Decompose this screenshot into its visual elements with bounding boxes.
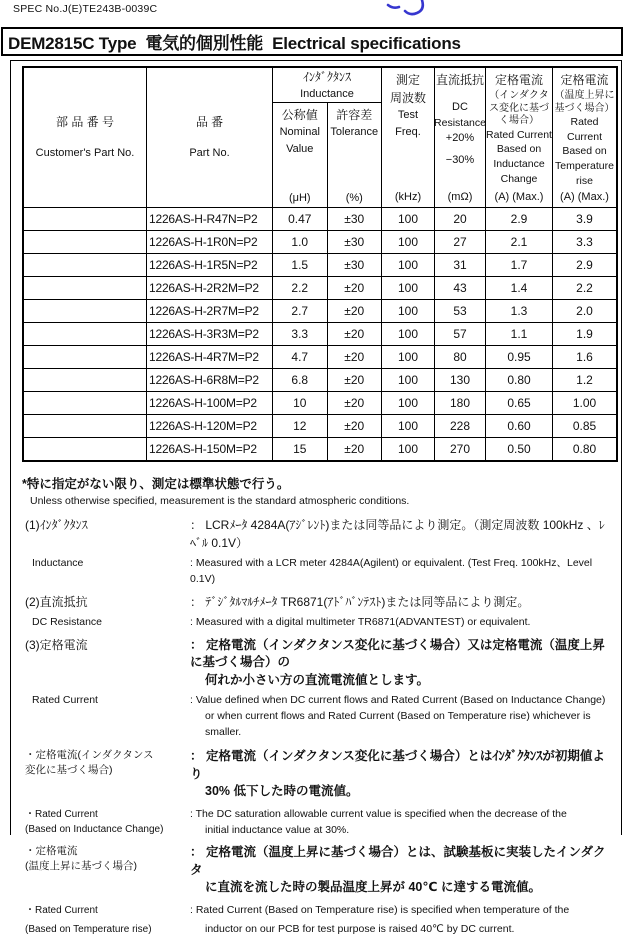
cell-test-freq: 100: [382, 254, 435, 277]
cell-tolerance: ±30: [327, 208, 382, 231]
rated2-unit: (A) (Max.): [560, 191, 609, 203]
bullet-rated-current-temperature-jp: [22, 844, 615, 897]
rated1-en4: Change: [500, 172, 538, 185]
bullet-3-label-2: (温度上昇に基づく場合): [25, 859, 137, 872]
bullet-4-label-2: (Based on Temperature rise): [25, 923, 152, 935]
cell-tolerance: ±20: [327, 392, 382, 415]
cell-nominal-value: 3.3: [273, 323, 328, 346]
notes-section: [22, 476, 615, 937]
cell-dc-resistance: 80: [435, 346, 486, 369]
cell-dc-resistance: 228: [435, 415, 486, 438]
rated2-en4: rise: [576, 174, 593, 187]
bullet-3-label-1: ・定格電流: [25, 845, 78, 858]
cell-customer-part-no: [23, 208, 147, 231]
test-freq-unit: (kHz): [394, 191, 422, 203]
bullet-1-text-1: ： 定格電流（インダクタンス変化に基づく場合）とはｲﾝﾀﾞｸﾀﾝｽが初期値より: [190, 749, 605, 781]
cell-dc-resistance: 130: [435, 369, 486, 392]
spec-table: [22, 66, 618, 462]
cell-tolerance: ±30: [327, 254, 382, 277]
note-standard-conditions: [22, 476, 615, 509]
part-no-en: Part No.: [189, 146, 230, 159]
cell-test-freq: 100: [382, 300, 435, 323]
cell-part-no: 1226AS-H-1R5N=P2: [147, 254, 273, 277]
note-3-jp-row: [22, 637, 615, 690]
bullet-1-label-2: 変化に基づく場合): [25, 763, 113, 776]
cell-rated-current-inductance: 0.80: [486, 369, 553, 392]
bullet-1-text-2: 30% 低下した時の電流値。: [205, 784, 359, 799]
table-row: [23, 438, 617, 462]
cell-rated-current-inductance: 1.3: [486, 300, 553, 323]
rated2-en1: Rated Current: [566, 116, 602, 143]
cell-tolerance: ±20: [327, 277, 382, 300]
cell-test-freq: 100: [382, 231, 435, 254]
page-title: DEM2815C Type 電気的個別性能 Electrical specifications: [8, 34, 461, 53]
col-header-dc-resistance: [435, 67, 486, 208]
cell-rated-current-inductance: 2.1: [486, 231, 553, 254]
table-row: [23, 254, 617, 277]
bullet-3-text-1: ： 定格電流（温度上昇に基づく場合）とは、試験基板に実装したインダクタ: [190, 845, 606, 877]
table-row: [23, 369, 617, 392]
test-freq-jp2: 周波数: [389, 91, 426, 105]
bullet-2-text-2: initial inductance value at 30%.: [205, 823, 350, 836]
note-2-text-en: : Measured with a digital multimeter TR6871(ADVANTEST) or equivalent.: [190, 615, 531, 628]
tolerance-en: Tolerance: [330, 126, 379, 138]
rated2-en2: Based on: [562, 145, 607, 158]
nominal-unit: (μH): [288, 192, 311, 204]
cell-tolerance: ±20: [327, 438, 382, 462]
title-bar: [1, 27, 623, 56]
cell-rated-current-temperature: 1.2: [553, 369, 618, 392]
customer-part-no-en: Customer's Part No.: [35, 146, 135, 159]
note-3-text-jp1: ： 定格電流（インダクタンス変化に基づく場合）又は定格電流（温度上昇に基づく場合）の: [190, 637, 605, 670]
cell-part-no: 1226AS-H-150M=P2: [147, 438, 273, 462]
cell-rated-current-inductance: 1.4: [486, 277, 553, 300]
dcr-jp: 直流抵抗: [435, 73, 484, 87]
cell-rated-current-temperature: 3.3: [553, 231, 618, 254]
rated1-en3: Inductance: [493, 157, 545, 170]
nominal-jp: 公称値: [281, 108, 318, 122]
cell-rated-current-inductance: 0.95: [486, 346, 553, 369]
rated2-jp: 定格電流: [560, 73, 609, 87]
col-header-rated-current-temperature: [553, 67, 618, 208]
cell-nominal-value: 15: [273, 438, 328, 462]
col-header-rated-current-inductance: [486, 67, 553, 208]
customer-part-no-jp: 部 品 番 号: [55, 114, 114, 129]
cell-dc-resistance: 31: [435, 254, 486, 277]
note-1-label-jp: (1)ｲﾝﾀﾞｸﾀﾝｽ: [25, 518, 88, 533]
note-2-jp-row: [22, 594, 615, 611]
logo-mark-icon: [386, 0, 432, 18]
cell-rated-current-temperature: 0.80: [553, 438, 618, 462]
cell-customer-part-no: [23, 300, 147, 323]
test-freq-jp1: 測定: [395, 73, 420, 87]
cell-part-no: 1226AS-H-6R8M=P2: [147, 369, 273, 392]
rated1-jp: 定格電流: [494, 73, 543, 87]
table-row: [23, 300, 617, 323]
cell-test-freq: 100: [382, 346, 435, 369]
cell-dc-resistance: 180: [435, 392, 486, 415]
note-1-text-jp: ： LCRﾒｰﾀ 4284A(ｱｼﾞﾚﾝﾄ)または同等品により測定。（測定周波数 100kHz 、ﾚﾍﾞﾙ 0.1V）: [190, 518, 605, 550]
cell-test-freq: 100: [382, 369, 435, 392]
dcr-en1: DC: [452, 101, 468, 113]
note-3-text-en1: : Value defined when DC current flows and Rated Current (Based on Inductance Change): [190, 694, 606, 707]
cell-rated-current-inductance: 0.60: [486, 415, 553, 438]
tolerance-jp: 許容差: [336, 108, 373, 122]
cell-customer-part-no: [23, 392, 147, 415]
cell-test-freq: 100: [382, 392, 435, 415]
cell-part-no: 1226AS-H-1R0N=P2: [147, 231, 273, 254]
cell-dc-resistance: 57: [435, 323, 486, 346]
rated2-jp2: （温度上昇に基づく場合）: [554, 90, 615, 114]
col-header-tolerance: [327, 103, 382, 208]
cell-rated-current-temperature: 3.9: [553, 208, 618, 231]
cell-nominal-value: 2.7: [273, 300, 328, 323]
cell-rated-current-temperature: 0.85: [553, 415, 618, 438]
cell-customer-part-no: [23, 254, 147, 277]
spec-number: SPEC No.J(E)TE243B-0039C: [13, 3, 158, 15]
table-row: [23, 277, 617, 300]
cell-test-freq: 100: [382, 438, 435, 462]
bullet-2-label-2: (Based on Inductance Change): [25, 823, 164, 835]
cell-dc-resistance: 20: [435, 208, 486, 231]
cell-part-no: 1226AS-H-4R7M=P2: [147, 346, 273, 369]
part-no-jp: 品 番: [195, 114, 224, 129]
cell-dc-resistance: 53: [435, 300, 486, 323]
col-header-test-freq: [382, 67, 435, 208]
note-2-text-jp: ： ﾃﾞｼﾞﾀﾙﾏﾙﾁﾒｰﾀ TR6871(ｱﾄﾞﾊﾞﾝﾃｽﾄ)または同等品により測定。: [190, 594, 530, 609]
cell-nominal-value: 1.5: [273, 254, 328, 277]
cell-rated-current-inductance: 1.7: [486, 254, 553, 277]
cell-customer-part-no: [23, 346, 147, 369]
bullet-3-text-2: に直流を流した時の製品温度上昇が 40℃ に達する電流値。: [205, 880, 541, 895]
inductance-en: Inductance: [300, 87, 354, 100]
bullet-2-text-1: : The DC saturation allowable current value is specified when the decrease of the: [190, 807, 567, 820]
test-freq-en1: Test: [397, 109, 419, 121]
bullet-1-label-1: ・定格電流(インダクタンス: [25, 749, 154, 762]
cell-test-freq: 100: [382, 208, 435, 231]
bullet-rated-current-inductance-en: [22, 807, 615, 839]
cell-customer-part-no: [23, 231, 147, 254]
note-standard-en: Unless otherwise specified, measurement is the standard atmospheric conditions.: [30, 494, 410, 507]
note-2-label-jp: (2)直流抵抗: [25, 594, 88, 609]
note-3-label-jp: (3)定格電流: [25, 637, 88, 652]
note-2-label-en: DC Resistance: [32, 615, 103, 628]
cell-rated-current-temperature: 1.6: [553, 346, 618, 369]
cell-nominal-value: 2.2: [273, 277, 328, 300]
cell-part-no: 1226AS-H-R47N=P2: [147, 208, 273, 231]
note-3-text-en2: or when current flows and Rated Current (Based on Temperature rise) whichever is smaller.: [205, 709, 591, 738]
bullet-4-text-2: inductor on our PCB for test purpose is raised 40℃ by DC current.: [205, 922, 515, 935]
cell-nominal-value: 4.7: [273, 346, 328, 369]
note-1-label-en: Inductance: [32, 557, 84, 570]
cell-rated-current-temperature: 2.2: [553, 277, 618, 300]
nominal-en1: Nominal: [279, 126, 320, 138]
cell-part-no: 1226AS-H-2R7M=P2: [147, 300, 273, 323]
note-3-label-en: Rated Current: [32, 694, 98, 707]
tolerance-unit: (%): [345, 192, 363, 204]
col-header-part-no: [147, 67, 273, 208]
note-3-text-jp2: 何れか小さい方の直流電流値とします。: [205, 672, 430, 687]
content-box: [10, 60, 622, 935]
rated1-unit: (A) (Max.): [494, 191, 544, 203]
nominal-en2: Value: [286, 142, 314, 155]
cell-nominal-value: 0.47: [273, 208, 328, 231]
col-header-customer-part-no: [23, 67, 147, 208]
col-header-inductance-group: [273, 67, 382, 103]
note-1-en-row: [22, 556, 615, 588]
dcr-en2: Resistance: [434, 116, 486, 129]
cell-part-no: 1226AS-H-100M=P2: [147, 392, 273, 415]
rated1-jp2: （インダクタス変化に基づく場合）: [489, 90, 549, 126]
cell-rated-current-temperature: 2.0: [553, 300, 618, 323]
note-2-en-row: [22, 615, 615, 631]
cell-part-no: 1226AS-H-2R2M=P2: [147, 277, 273, 300]
cell-tolerance: ±20: [327, 300, 382, 323]
cell-test-freq: 100: [382, 415, 435, 438]
cell-part-no: 1226AS-H-120M=P2: [147, 415, 273, 438]
rated1-en2: Based on: [496, 143, 542, 156]
cell-rated-current-temperature: 1.9: [553, 323, 618, 346]
bullet-4-label-1: ・Rated Current: [25, 904, 98, 916]
cell-rated-current-inductance: 1.1: [486, 323, 553, 346]
spec-table-header: [23, 67, 617, 208]
cell-customer-part-no: [23, 369, 147, 392]
table-row: [23, 208, 617, 231]
rated2-en3: Temperature: [555, 160, 614, 173]
bullet-2-label-1: ・Rated Current: [25, 808, 98, 820]
cell-part-no: 1226AS-H-3R3M=P2: [147, 323, 273, 346]
dcr-unit: (mΩ): [447, 191, 473, 203]
rated1-en1: Rated Current: [486, 128, 552, 141]
bullet-4-text-1: : Rated Current (Based on Temperature rise) is specified when temperature of the: [190, 903, 570, 916]
cell-rated-current-temperature: 1.00: [553, 392, 618, 415]
test-freq-en2: Freq.: [395, 125, 421, 138]
table-row: [23, 415, 617, 438]
spec-table-body: [23, 208, 617, 462]
note-1-text-en: : Measured with a LCR meter 4284A(Agilent) or equivalent. (Test Freq. 100kHz、Level 0.1V): [190, 557, 593, 585]
dcr-minus-tol: −30%: [445, 153, 475, 166]
note-standard-jp: *特に指定がない限り、測定は標準状態で行う。: [22, 477, 290, 491]
cell-dc-resistance: 27: [435, 231, 486, 254]
inductance-jp: ｲﾝﾀﾞｸﾀﾝｽ: [302, 69, 351, 84]
cell-customer-part-no: [23, 415, 147, 438]
bullet-rated-current-temperature-en: [22, 903, 615, 937]
cell-nominal-value: 12: [273, 415, 328, 438]
cell-customer-part-no: [23, 323, 147, 346]
note-3-en-row: [22, 693, 615, 740]
cell-tolerance: ±30: [327, 231, 382, 254]
table-row: [23, 323, 617, 346]
dcr-plus-tol: +20%: [445, 132, 475, 145]
cell-tolerance: ±20: [327, 369, 382, 392]
cell-dc-resistance: 270: [435, 438, 486, 462]
cell-rated-current-inductance: 0.50: [486, 438, 553, 462]
cell-nominal-value: 1.0: [273, 231, 328, 254]
cell-test-freq: 100: [382, 277, 435, 300]
table-row: [23, 392, 617, 415]
note-1-jp-row: [22, 517, 615, 552]
cell-tolerance: ±20: [327, 415, 382, 438]
table-row: [23, 346, 617, 369]
cell-nominal-value: 10: [273, 392, 328, 415]
cell-customer-part-no: [23, 277, 147, 300]
col-header-nominal-value: [273, 103, 328, 208]
cell-tolerance: ±20: [327, 346, 382, 369]
cell-test-freq: 100: [382, 323, 435, 346]
cell-dc-resistance: 43: [435, 277, 486, 300]
cell-tolerance: ±20: [327, 323, 382, 346]
table-row: [23, 231, 617, 254]
cell-nominal-value: 6.8: [273, 369, 328, 392]
cell-rated-current-inductance: 0.65: [486, 392, 553, 415]
bullet-rated-current-inductance-jp: [22, 748, 615, 801]
cell-customer-part-no: [23, 438, 147, 462]
cell-rated-current-inductance: 2.9: [486, 208, 553, 231]
cell-rated-current-temperature: 2.9: [553, 254, 618, 277]
